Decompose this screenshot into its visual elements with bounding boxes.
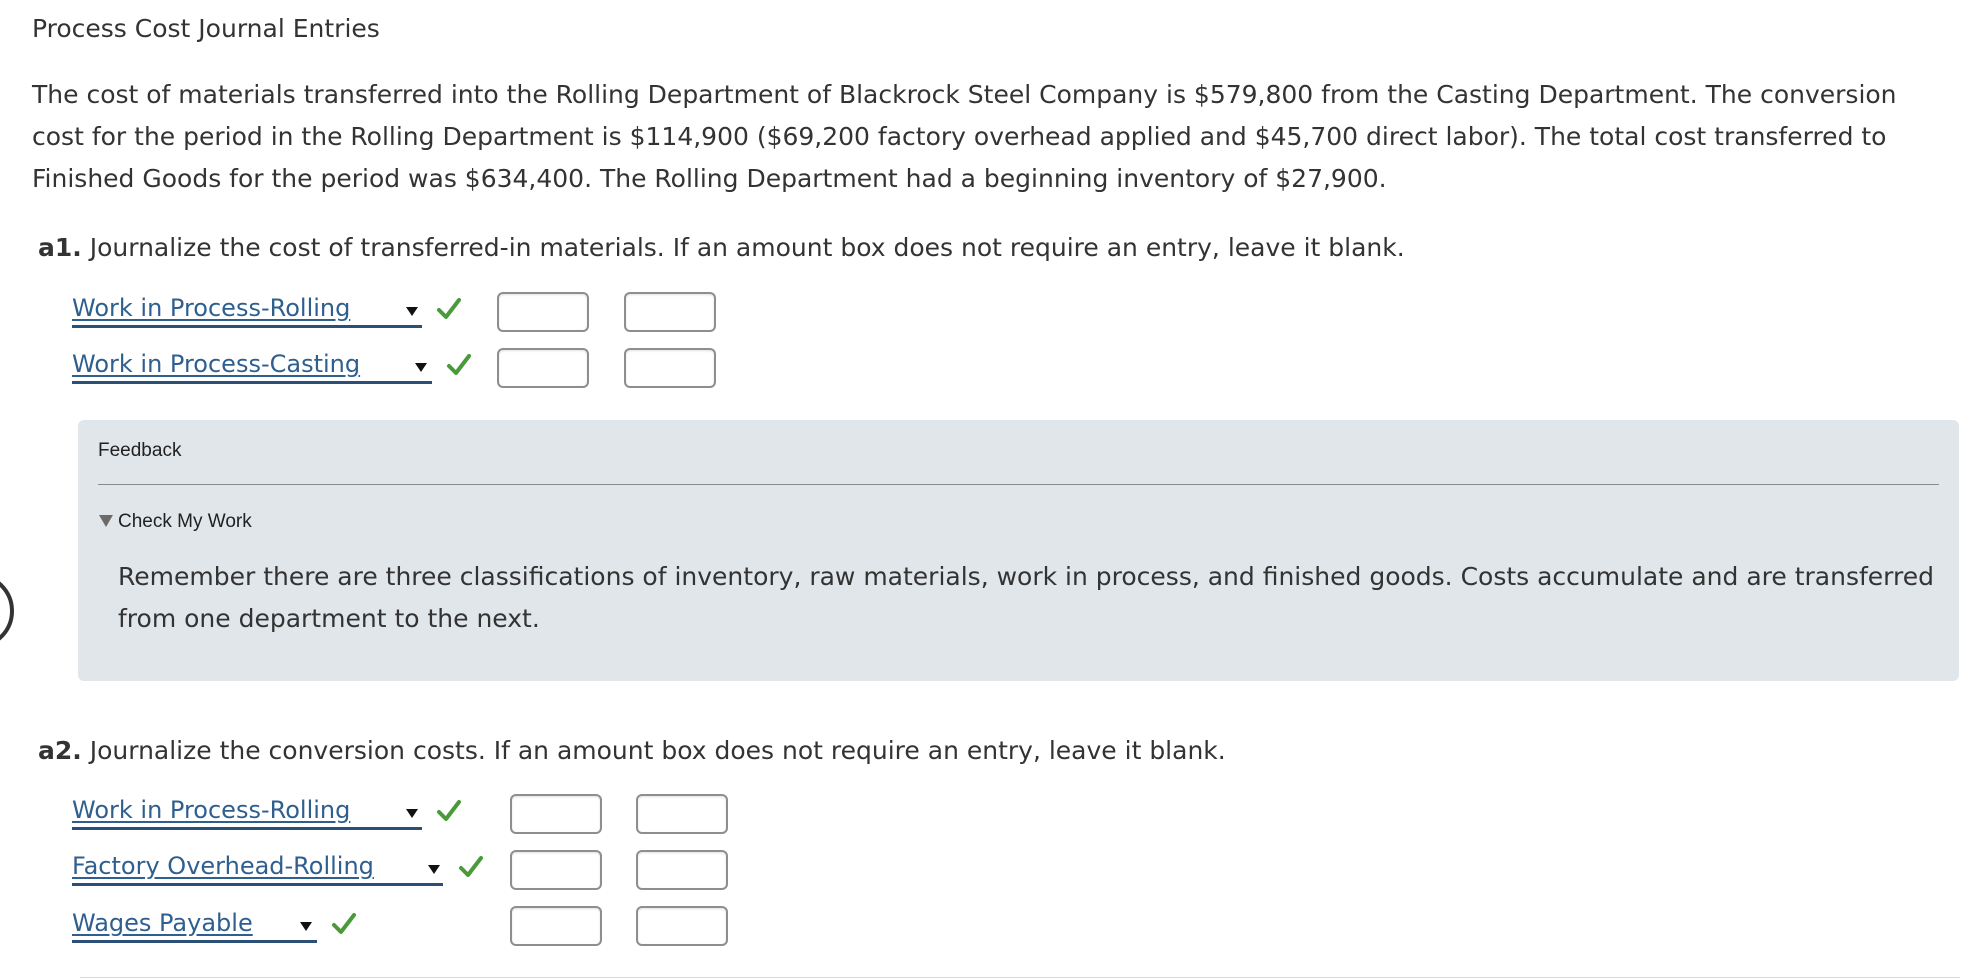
help-circle-icon[interactable] [0,573,14,649]
triangle-down-icon[interactable] [99,515,113,527]
a2-row1-credit-input[interactable] [636,794,728,834]
select-underline [72,827,422,830]
a2-row3-account-value: Wages Payable [72,909,253,937]
a1-row2-account-value: Work in Process-Casting [72,350,361,378]
page-title: Process Cost Journal Entries [32,14,380,43]
select-underline [72,940,317,943]
a2-row2-account-select[interactable] [72,852,443,886]
a1-row1-account-select[interactable] [72,294,422,328]
chevron-down-icon [428,865,440,874]
chevron-down-icon [406,307,418,316]
question-a1 [38,233,1405,262]
question-a2 [38,736,1226,765]
checkmark-icon [436,799,462,823]
question-a1-instruction: Journalize the cost of transferred-in materials. If an amount box does not require an entry, leave it blank. [89,233,1405,262]
a1-row2-debit-input[interactable] [497,348,589,388]
a2-row1-debit-input[interactable] [510,794,602,834]
a1-row1-credit-input[interactable] [624,292,716,332]
checkmark-icon [331,912,357,936]
problem-description: The cost of materials transferred into the Rolling Department of Blackrock Steel Company is $579,800 from the Casting Department. The conversion cost for the period in the Rolling Department is $114,900 ($69,200 factory overhead applied and $45,700 direct labor). The total cost transferred to Finished Goods for the period was $634,400. The Rolling Department had a beginning inventory of $27,900. [32,80,1897,193]
a2-row2-credit-input[interactable] [636,850,728,890]
chevron-down-icon [300,922,312,931]
a2-row3-credit-input[interactable] [636,906,728,946]
select-underline [72,325,422,328]
question-a2-instruction: Journalize the conversion costs. If an amount box does not require an entry, leave it blank. [89,736,1226,765]
question-a2-label: a2. [38,736,82,765]
feedback-heading: Feedback [98,440,182,461]
a1-row1-account-value: Work in Process-Rolling [72,294,351,322]
a2-row3-account-select[interactable] [72,909,317,943]
a2-row1-account-select[interactable] [72,796,422,830]
select-underline [72,883,443,886]
select-underline [72,381,432,384]
a2-row3-debit-input[interactable] [510,906,602,946]
feedback-text: Remember there are three classifications of inventory, raw materials, work in process, and finished goods. Costs accumulate and are transferred from one department to the next. [118,562,1934,633]
checkmark-icon [458,855,484,879]
a1-row1-debit-input[interactable] [497,292,589,332]
a2-row2-account-value: Factory Overhead-Rolling [72,852,374,880]
a2-row1-account-value: Work in Process-Rolling [72,796,351,824]
checkmark-icon [446,353,472,377]
chevron-down-icon [415,363,427,372]
section-divider [80,977,1960,978]
check-my-work-toggle[interactable]: Check My Work [118,511,252,532]
feedback-panel [78,420,1959,681]
a1-row2-account-select[interactable] [72,350,432,384]
chevron-down-icon [406,809,418,818]
checkmark-icon [436,297,462,321]
question-a1-label: a1. [38,233,82,262]
a1-row2-credit-input[interactable] [624,348,716,388]
feedback-divider [98,484,1939,485]
a2-row2-debit-input[interactable] [510,850,602,890]
